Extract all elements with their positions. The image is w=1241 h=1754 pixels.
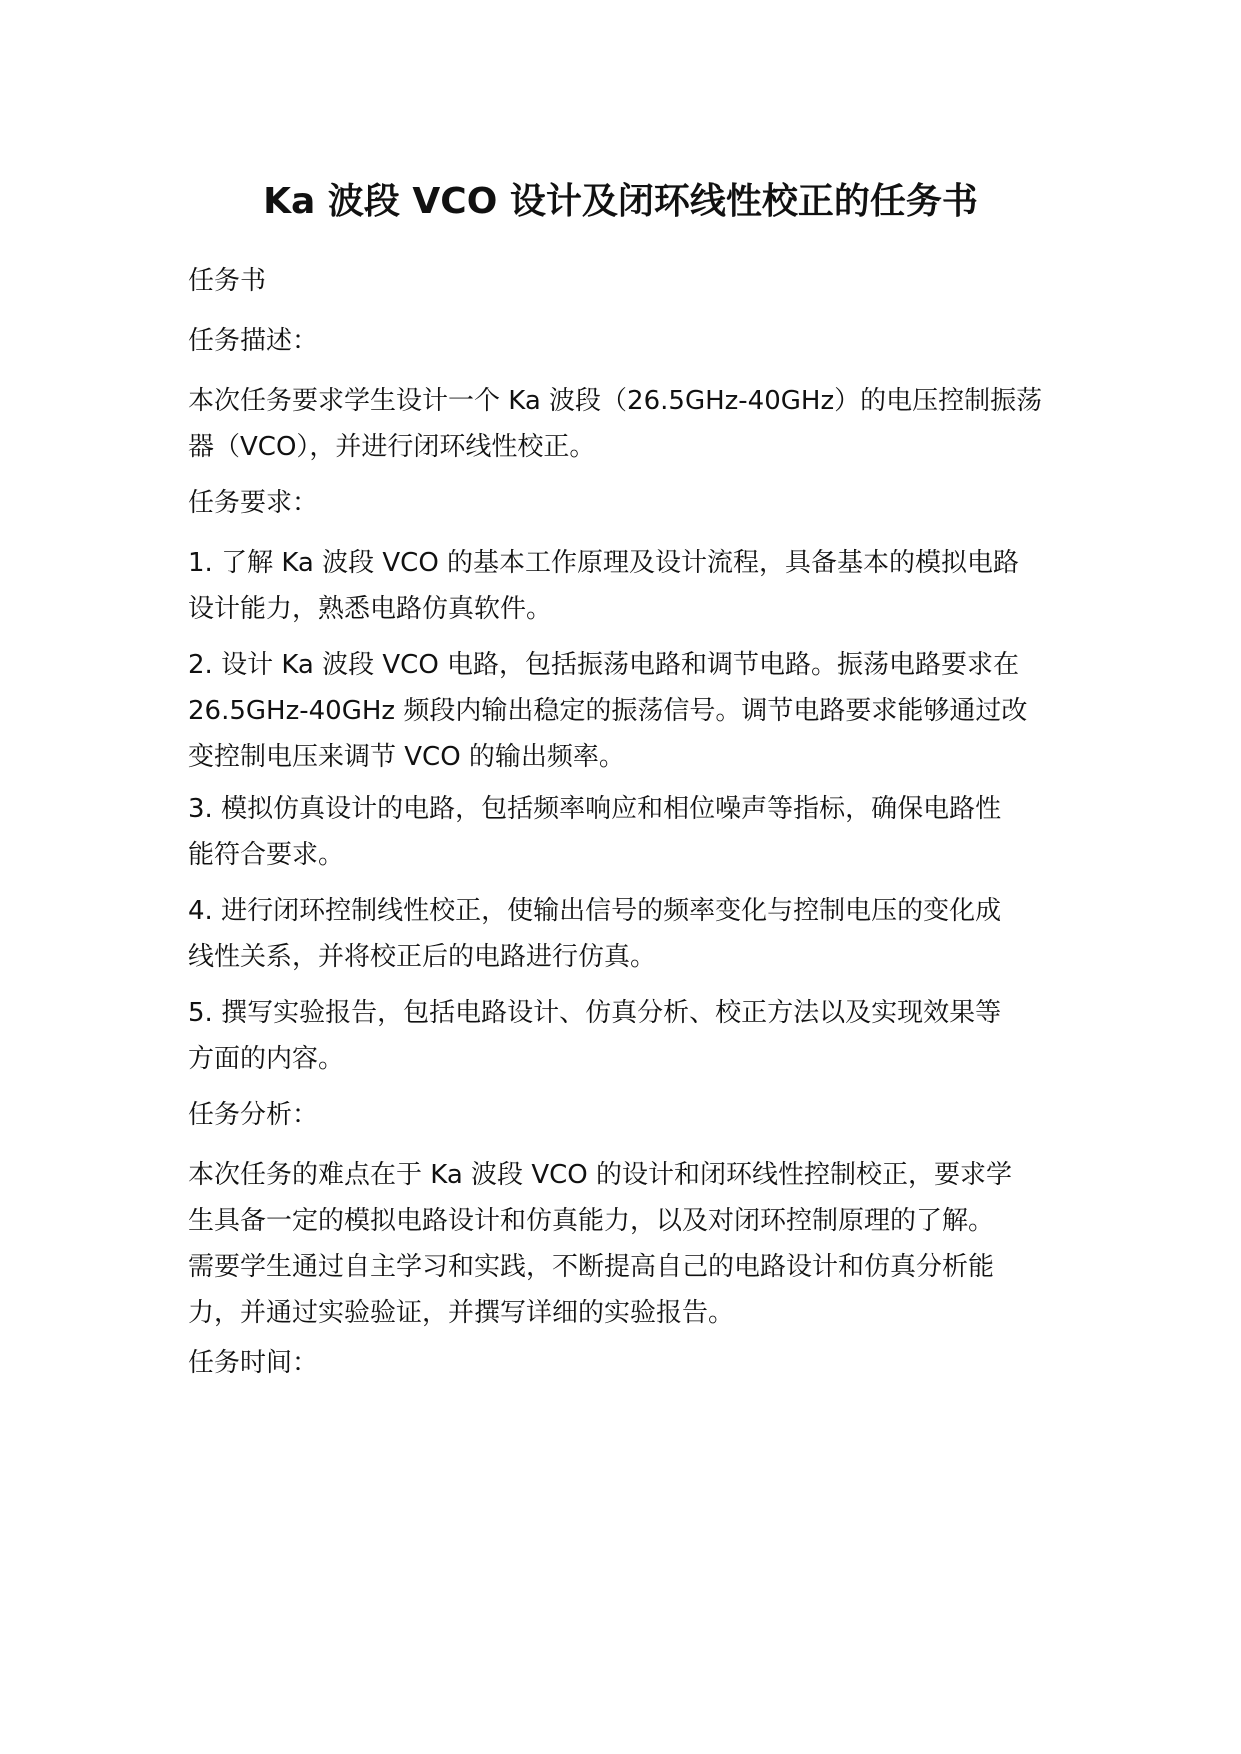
requirement-item-4 bbox=[188, 888, 1058, 980]
description-paragraph bbox=[188, 378, 1058, 470]
paragraph-line: 1. 了解 Ka 波段 VCO 的基本工作原理及设计流程，具备基本的模拟电路 bbox=[188, 548, 1020, 578]
document-title: Ka 波段 VCO 设计及闭环线性校正的任务书 bbox=[263, 181, 978, 222]
heading-description bbox=[188, 318, 1058, 364]
heading-time bbox=[188, 1340, 1058, 1386]
requirement-item-5 bbox=[188, 990, 1058, 1082]
heading-task-book bbox=[188, 258, 1058, 304]
paragraph-line: 需要学生通过自主学习和实践，不断提高自己的电路设计和仿真分析能 bbox=[188, 1252, 995, 1282]
paragraph-line: 方面的内容。 bbox=[188, 1044, 345, 1074]
heading-analysis bbox=[188, 1092, 1058, 1138]
heading-task-book-text: 任务书 bbox=[188, 266, 267, 296]
paragraph-line: 生具备一定的模拟电路设计和仿真能力，以及对闭环控制原理的了解。 bbox=[188, 1206, 995, 1236]
paragraph-line: 能符合要求。 bbox=[188, 840, 345, 870]
paragraph-line: 线性关系，并将校正后的电路进行仿真。 bbox=[188, 942, 657, 972]
heading-analysis-text: 任务分析： bbox=[188, 1100, 319, 1130]
paragraph-line: 本次任务要求学生设计一个 Ka 波段（26.5GHz-40GHz）的电压控制振荡 bbox=[188, 386, 1043, 416]
paragraph-line: 设计能力，熟悉电路仿真软件。 bbox=[188, 594, 553, 624]
paragraph-line: 26.5GHz-40GHz 频段内输出稳定的振荡信号。调节电路要求能够通过改 bbox=[188, 696, 1028, 726]
heading-description-text: 任务描述： bbox=[188, 326, 319, 356]
paragraph-line: 5. 撰写实验报告，包括电路设计、仿真分析、校正方法以及实现效果等 bbox=[188, 998, 1002, 1028]
heading-requirements-text: 任务要求： bbox=[188, 488, 319, 518]
heading-time-text: 任务时间： bbox=[188, 1348, 319, 1378]
requirement-item-1 bbox=[188, 540, 1058, 632]
paragraph-line: 4. 进行闭环控制线性校正，使输出信号的频率变化与控制电压的变化成 bbox=[188, 896, 1002, 926]
requirement-item-3 bbox=[188, 786, 1058, 878]
heading-requirements bbox=[188, 480, 1058, 526]
paragraph-line: 本次任务的难点在于 Ka 波段 VCO 的设计和闭环线性控制校正，要求学 bbox=[188, 1160, 1012, 1190]
paragraph-line: 力，并通过实验验证，并撰写详细的实验报告。 bbox=[188, 1298, 735, 1328]
analysis-paragraph bbox=[188, 1152, 1058, 1336]
requirement-item-2 bbox=[188, 642, 1058, 780]
paragraph-line: 3. 模拟仿真设计的电路，包括频率响应和相位噪声等指标，确保电路性 bbox=[188, 794, 1002, 824]
paragraph-line: 2. 设计 Ka 波段 VCO 电路，包括振荡电路和调节电路。振荡电路要求在 bbox=[188, 650, 1020, 680]
paragraph-line: 变控制电压来调节 VCO 的输出频率。 bbox=[188, 742, 625, 772]
paragraph-line: 器（VCO），并进行闭环线性校正。 bbox=[188, 432, 596, 462]
